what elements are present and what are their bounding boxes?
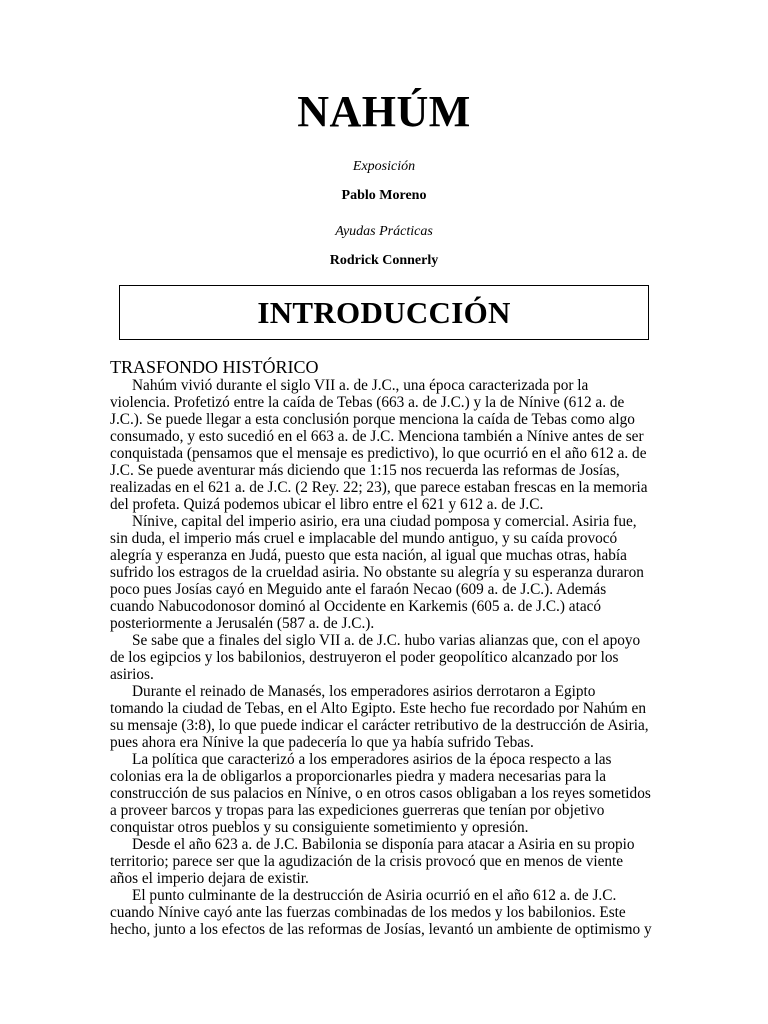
paragraph-start-line: Nínive, capital del imperio asirio, era una ciudad pomposa y comercial. Asiria fue, (132, 513, 637, 530)
body-line: su mensaje (3:8), lo que puede indicar el carácter retributivo de la destrucción de Asiria, (110, 717, 649, 734)
body-line: alegría y esperanza en Judá, puesto que esta nación, al igual que muchas otras, había (110, 547, 627, 564)
section-heading: TRASFONDO HISTÓRICO (110, 357, 319, 377)
body-line: años el imperio dejara de existir. (110, 870, 309, 887)
body-line: cuando Nabucodonosor dominó al Occidente en Karkemis (605 a. de J.C.) atacó (110, 598, 602, 615)
body-line: cuando Nínive cayó ante las fuerzas combinadas de los medos y los babilonios. Este (110, 904, 626, 921)
body-line: pues ahora era Nínive la que padecería lo que ya había sufrido Tebas. (110, 734, 534, 751)
body-line: sin duda, el imperio más cruel e implacable del mundo antiguo, y su caída provocó (110, 530, 618, 547)
body-line: tomando la ciudad de Tebas, en el Alto Egipto. Este hecho fue recordado por Nahúm en (110, 700, 646, 717)
paragraph-start-line: El punto culminante de la destrucción de Asiria ocurrió en el año 612 a. de J.C. (132, 887, 617, 904)
body-line: conquistar otros pueblos y su consiguiente sometimiento y opresión. (110, 819, 529, 836)
paragraph-start-line: Durante el reinado de Manasés, los emperadores asirios derrotaron a Egipto (132, 683, 596, 700)
body-line: colonias era la de obligarlos a proporcionarles piedra y madera necesarias para la (110, 768, 607, 785)
introduction-box (119, 285, 649, 340)
body-line: asirios. (110, 666, 154, 683)
body-line: violencia. Profetizó entre la caída de Tebas (663 a. de J.C.) y la de Nínive (612 a. de (110, 394, 625, 411)
body-text (110, 377, 660, 938)
body-line: J.C.). Se puede llegar a esta conclusión porque menciona la caída de Tebas como algo (110, 411, 635, 428)
credit-role-practical-aids: Ayudas Prácticas (335, 224, 433, 239)
paragraph-start-line: Se sabe que a finales del siglo VII a. de J.C. hubo varias alianzas que, con el apoyo (132, 632, 641, 649)
body-line: construcción de sus palacios en Nínive, o en otros casos obligaban a los reyes sometidos (110, 785, 651, 802)
body-line: posteriormente a Jerusalén (587 a. de J.C.). (110, 615, 375, 632)
introduction-heading: INTRODUCCIÓN (257, 294, 511, 330)
paragraph-start-line: Nahúm vivió durante el siglo VII a. de J.C., una época caracterizada por la (132, 377, 589, 394)
credit-name-contributor: Rodrick Connerly (329, 253, 439, 268)
body-line: territorio; parece ser que la agudización de la crisis provocó que en menos de viente (110, 853, 624, 870)
body-line: de los egipcios y los babilonios, destruyeron el poder geopolítico alcanzado por los (110, 649, 619, 666)
body-line: a proveer barcos y tropas para las expediciones guerreras que tenían por objetivo (110, 802, 605, 819)
body-line: consumado, y esto sucedió en el 663 a. de J.C. Menciona también a Nínive antes de ser (110, 428, 644, 445)
paragraph-start-line: La política que caracterizó a los emperadores asirios de la época respecto a las (132, 751, 612, 768)
body-line: del profeta. Quizá podemos ubicar el libro entre el 621 y 612 a. de J.C. (110, 496, 544, 513)
body-line: hecho, junto a los efectos de las reformas de Josías, levantó un ambiente de optimismo y (110, 921, 652, 938)
body-line: poco pues Josías cayó en Meguido ante el faraón Necao (609 a. de J.C.). Además (110, 581, 607, 598)
page-title: NAHÚM (297, 87, 471, 136)
body-line: conquistada (pensamos que el mensaje es predictivo), lo que ocurrió en el año 612 a. de (110, 445, 647, 462)
credit-name-author: Pablo Moreno (341, 188, 427, 203)
credit-role-exposition: Exposición (352, 159, 416, 174)
body-line: J.C. Se puede aventurar más diciendo que 1:15 nos recuerda las reformas de Josías, (110, 462, 620, 479)
body-line: realizadas en el 621 a. de J.C. (2 Rey. 22; 23), que parece estaban frescas en la memoria (110, 479, 648, 496)
paragraph-start-line: Desde el año 623 a. de J.C. Babilonia se disponía para atacar a Asiria en su propio (132, 836, 635, 853)
body-line: sufrido los estragos de la crueldad asiria. No obstante su alegría y su esperanza duraron (110, 564, 644, 581)
